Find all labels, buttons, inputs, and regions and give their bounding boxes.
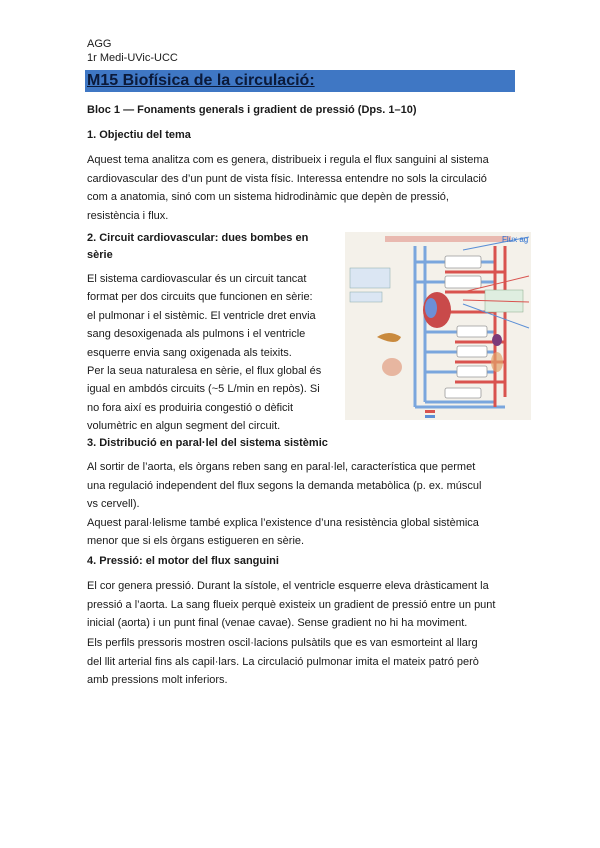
text-line: Al sortir de l’aorta, els òrgans reben sang en paral·lel, característica que permet [87,461,476,473]
heading-line: sèrie [87,249,113,261]
section-2-text [87,270,340,436]
section-4-heading: 4. Pressió: el motor del flux sanguini [87,555,279,567]
text-line: el pulmonar i el sistèmic. El ventricle dret envia [87,309,316,322]
text-line: El cor genera pressió. Durant la sístole, el ventricle esquerre eleva dràsticament la [87,580,489,592]
text-line: amb pressions molt inferiors. [87,674,228,686]
text-line: del llit arterial fins als capil·lars. La circulació pulmonar imita el mateix patró però [87,655,479,668]
header-author: AGG [87,38,112,50]
circulation-diagram [345,232,531,420]
page-title: M15 Biofísica de la circulació: [87,72,315,89]
text-line: volumètric en algun segment del circuit. [87,420,281,433]
section-3-heading: 3. Distribució en paral·lel del sistema sistèmic [87,437,328,449]
text-line: inicial (aorta) i un punt final (venae cavae). Sense gradient no hi ha moviment. [87,617,468,629]
text-line: Aquest paral·lelisme també explica l’existence d’una resistència global sistèmica [87,516,479,529]
text-line: vs cervell). [87,498,140,510]
figure-label: Flux ag [502,235,529,244]
text-line: com a anatomia, sinó com un sistema hidrodinàmic que depèn de pressió, [87,191,449,203]
text-line: menor que si els òrgans estigueren en sèrie. [87,535,305,547]
section-4-paragraph-1 [87,577,517,633]
text-line: resistència i flux. [87,209,169,222]
text-line: Aquest tema analitza com es genera, distribueix i regula el flux sanguini al sistema [87,154,489,166]
text-line: cardiovascular des d’un punt de vista físic. Interessa entendre no sols la circulació [87,172,487,185]
section-2-heading [87,230,308,264]
section-1-heading: 1. Objectiu del tema [87,129,191,141]
text-line: El sistema cardiovascular és un circuit tancat [87,273,307,285]
text-line: sang desoxigenada als pulmons i el ventricle [87,328,306,341]
header-course: 1r Medi-UVic-UCC [87,52,178,64]
text-line: Els perfils pressoris mostren oscil·lacions pulsàtils que es van esmorteint al llarg [87,637,478,649]
heading-line: 2. Circuit cardiovascular: dues bombes en [87,232,309,244]
text-line: esquerre envia sang oxigenada als teixits. [87,346,292,359]
section-4-paragraph-2 [87,634,517,690]
bloc-heading: Bloc 1 — Fonaments generals i gradient de pressió (Dps. 1–10) [87,104,417,116]
text-line: format per dos circuits que funcionen en sèrie: [87,291,313,304]
section-1-text [87,151,517,225]
section-3-text [87,458,517,551]
text-line: una regulació independent del flux segons la demanda metabòlica (p. ex. múscul [87,479,482,492]
text-line: pressió a l’aorta. La sang flueix perquè existeix un gradient de pressió entre un punt [87,598,496,611]
text-line: Per la seua naturalesa en sèrie, el flux global és [87,365,322,378]
text-line: igual en ambdós circuits (~5 L/min en repòs). Si [87,383,320,396]
text-line: no fora així es produiria congestió o dèficit [87,401,294,414]
